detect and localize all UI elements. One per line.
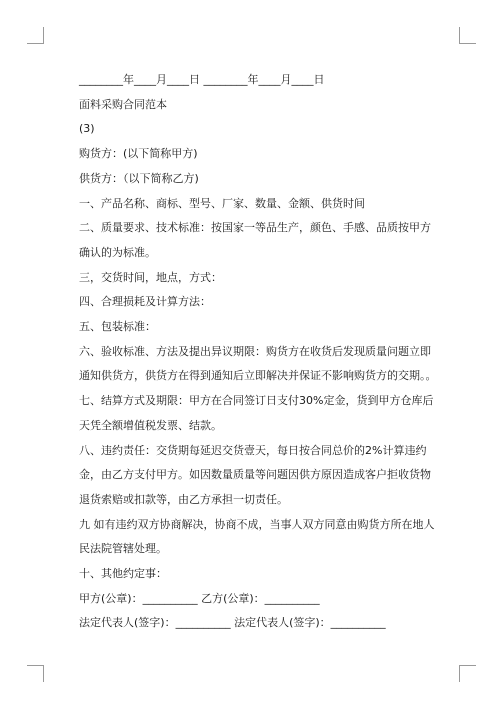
clause-5: 五、包装标准： <box>79 320 156 334</box>
page-corner-mark-bottom-left <box>27 665 44 682</box>
buyer-line: 购货方：(以下简称甲方) <box>79 147 198 161</box>
seal-line: 甲方(公章)：__________ 乙方(公章)：__________ <box>79 591 320 605</box>
document-body <box>79 68 441 636</box>
page-corner-mark-top-left <box>27 27 44 44</box>
clause-8: 八、违约责任：交货期每延迟交货壹天，每日按合同总价的2%计算违约金，由乙方支付甲方。如因数量质量等问题因供方原因造成客户拒收货物退货索赔或扣款等，由乙方承担一切责任。 <box>79 443 431 506</box>
page-corner-mark-bottom-right <box>459 665 476 682</box>
document-title: 面料采购合同范本 <box>79 97 167 111</box>
document-number: (3) <box>79 122 95 136</box>
clause-2: 二、质量要求、技术标准：按国家一等品生产，颜色、手感、品质按甲方确认的为标准。 <box>79 221 431 259</box>
clause-10: 十、其他约定事： <box>79 567 167 581</box>
clause-4: 四、合理损耗及计算方法： <box>79 295 211 309</box>
date-line: ________年____月____日 ________年____月____日 <box>79 73 325 86</box>
clause-3: 三，交货时间，地点，方式： <box>79 270 222 284</box>
supplier-line: 供货方：（以下简称乙方) <box>79 171 199 185</box>
clause-9: 九 如有违约双方协商解决，协商不成，当事人双方同意由购货方所在地人民法院管辖处理。 <box>79 517 435 556</box>
representative-line: 法定代表人(签字)：__________ 法定代表人(签字)：__________ <box>79 616 386 630</box>
clause-1: 一、产品名称、商标、型号、厂家、数量、金额、供货时间 <box>79 196 365 210</box>
page-corner-mark-top-right <box>459 27 476 44</box>
clause-7: 七、结算方式及期限：甲方在合同签订日支付30%定金，货到甲方仓库后天凭全额增值税发票、结款。 <box>79 394 434 432</box>
clause-6: 六、验收标准、方法及提出异议期限：购货方在收货后发现质量问题立即通知供货方，供货方在得到通知后立即解决并保证不影响购货方的交期。。 <box>79 344 437 383</box>
